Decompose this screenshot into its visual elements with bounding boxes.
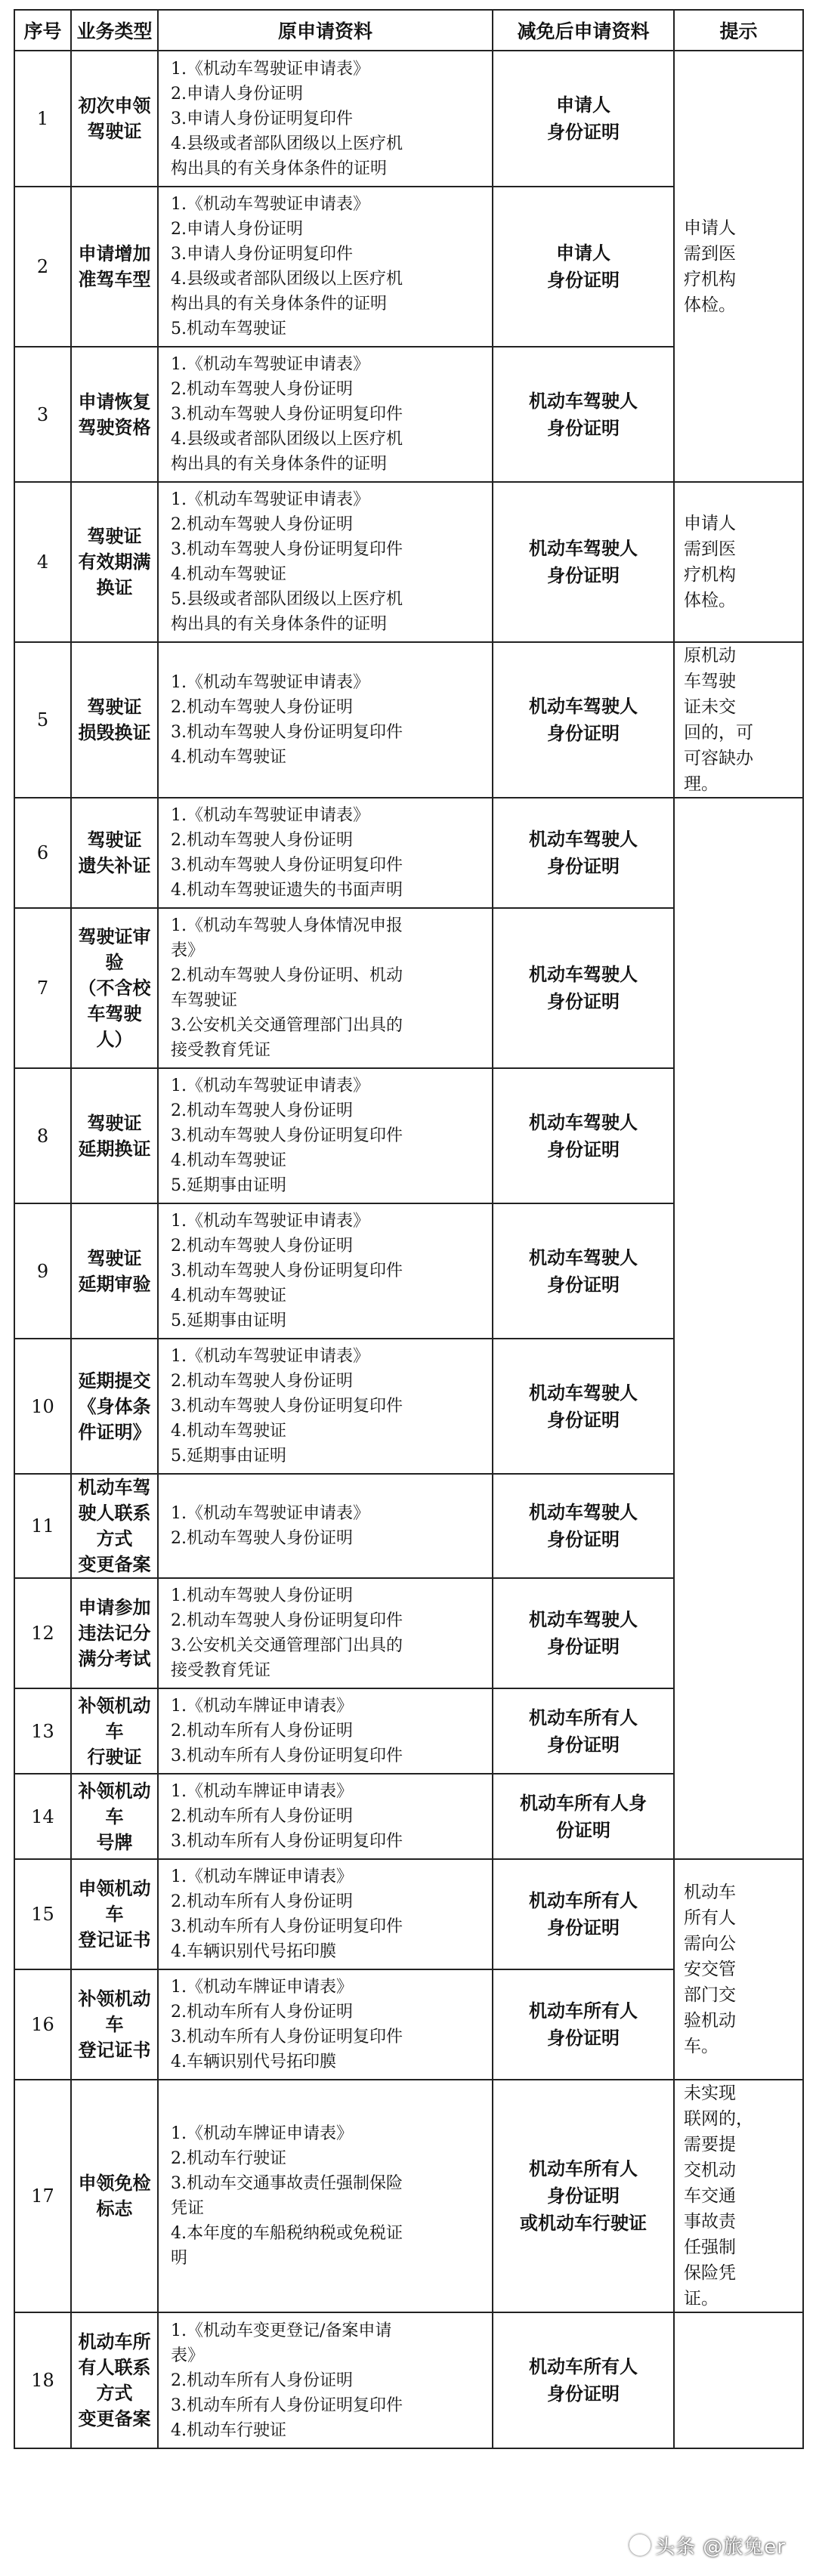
material-item: 5.县级或者部队团级以上医疗机 [171,590,403,609]
reduced-material-line: 机动车驾驶人 [529,1382,638,1404]
material-item: 2.申请人身份证明 [171,84,303,103]
cell-business-type [71,1969,158,2080]
cell-original-materials [158,798,493,908]
material-item: 1.《机动车牌证申请表》 [171,1782,353,1801]
cell-seq: 3 [14,347,71,482]
cell-reduced-materials [493,347,674,482]
reduced-material-line: 身份证明 [547,1734,620,1756]
material-item: 2.机动车行驶证 [171,2149,286,2168]
watermark [629,2531,786,2559]
reduced-material-line: 身份证明 [547,2185,620,2207]
business-type-line: 登记证书 [78,1929,151,1951]
material-item: 4.机动车行驶证 [171,2420,286,2440]
cell-seq: 8 [14,1068,71,1203]
material-item: 4.机动车驾驶证 [171,1286,286,1305]
material-item: 3.机动车驾驶人身份证明复印件 [171,1126,403,1145]
business-type-line: 补领机动 [78,1694,151,1716]
business-type-line: 准驾车型 [78,269,151,290]
table-row [14,642,803,798]
cell-original-materials [158,1578,493,1688]
cell-seq: 17 [14,2080,71,2312]
material-item: 4.机动车驾驶证 [171,748,286,767]
reduced-material-line: 机动车驾驶人 [529,964,638,985]
reduced-material-line: 身份证明 [547,1529,620,1550]
material-item: 5.延期事由证明 [171,1176,286,1195]
reduced-material-line: 机动车驾驶人 [529,829,638,850]
cell-reduced-materials [493,187,674,347]
cell-tip [674,798,803,1859]
business-type-line: 申请参加 [78,1597,151,1618]
cell-business-type [71,1578,158,1688]
header-business-type: 业务类型 [71,10,158,51]
business-type-line: 验 [105,952,124,973]
business-type-line: 延期换证 [78,1138,151,1160]
business-type-line: 方式 [96,1528,133,1549]
tip-line: 可容缺办 [684,749,753,768]
cell-seq: 14 [14,1774,71,1859]
table-row [14,51,803,187]
business-type-line: 驾驶证 [87,1247,142,1269]
material-item: 2.机动车驾驶人身份证明 [171,1372,353,1391]
header-reduced-materials: 减免后申请资料 [493,10,674,51]
business-type-line: 车 [105,2014,124,2035]
tip-line: 交机动 [684,2161,736,2180]
tip-line: 体检。 [684,591,736,610]
reduced-material-line: 机动车所有人 [529,1890,638,1911]
business-type-line: 驾驶证 [87,697,142,718]
tip-line: 验机动 [684,2011,736,2031]
cell-seq: 12 [14,1578,71,1688]
reduced-material-line: 申请人 [556,94,610,116]
reduced-material-line: 身份证明 [547,2028,620,2049]
reduced-material-line: 机动车所有人 [529,2356,638,2377]
reduced-material-line: 身份证明 [547,723,620,744]
material-item: 4.县级或者部队团级以上医疗机 [171,270,403,289]
tip-line: 理。 [684,774,719,794]
material-item: 2.机动车驾驶人身份证明 [171,831,353,850]
business-type-line: 换证 [96,577,133,598]
cell-seq: 10 [14,1339,71,1474]
business-type-line: 驾驶证 [87,1112,142,1134]
cell-reduced-materials [493,1859,674,1969]
cell-reduced-materials [493,1474,674,1578]
document-sheet [14,9,802,2562]
cell-seq: 16 [14,1969,71,2080]
cell-business-type [71,1339,158,1474]
business-type-line: 申领免检 [78,2173,151,2194]
cell-reduced-materials [493,1203,674,1339]
business-type-line: 方式 [96,2383,133,2404]
cell-seq: 5 [14,642,71,798]
tip-line: 车驾驶 [684,672,736,691]
material-item: 1.《机动车变更登记/备案申请 [171,2321,392,2340]
material-item: 1.《机动车驾驶证申请表》 [171,355,369,374]
material-item: 构出具的有关身体条件的证明 [171,615,388,634]
material-item: 3.机动车所有人身份证明复印件 [171,2395,403,2415]
cell-business-type [71,1474,158,1578]
material-item: 1.《机动车驾驶证申请表》 [171,59,369,79]
cell-business-type [71,347,158,482]
material-item: 构出具的有关身体条件的证明 [171,159,388,178]
tip-line: 需到医 [684,539,736,559]
tip-line: 所有人 [684,1908,736,1928]
tip-line: 保险凭 [684,2263,736,2283]
cell-seq: 4 [14,482,71,642]
table-body [14,51,803,2448]
tip-line: 联网的， [684,2109,753,2129]
table-row [14,798,803,908]
business-type-line: 延期审验 [78,1273,151,1295]
business-type-line: 驾驶证 [87,829,142,851]
material-item: 4.县级或者部队团级以上医疗机 [171,430,403,449]
material-item: 1.《机动车驾驶证申请表》 [171,490,369,509]
material-item: 3.公安机关交通管理部门出具的 [171,1636,403,1655]
tip-line: 需要提 [684,2135,736,2154]
material-item: 表》 [171,941,205,960]
material-item: 4.机动车驾驶证 [171,1422,286,1441]
material-item: 1.《机动车驾驶证申请表》 [171,806,369,825]
business-type-line: 机动车所 [78,2331,151,2352]
header-seq: 序号 [14,10,71,51]
material-item: 2.机动车驾驶人身份证明、机动 [171,966,403,985]
reduced-material-line: 机动车驾驶人 [529,1111,638,1133]
material-item: 1.《机动车驾驶证申请表》 [171,673,369,692]
tip-line: 原机动 [684,646,736,666]
reduced-material-line: 身份证明 [547,1274,620,1296]
platform-logo-icon [629,2534,651,2556]
material-item: 2.机动车所有人身份证明 [171,2003,353,2022]
business-type-line: 《身体条 [78,1395,151,1417]
cell-reduced-materials [493,2080,674,2312]
cell-reduced-materials [493,1774,674,1859]
cell-original-materials [158,51,493,187]
material-item: 3.机动车所有人身份证明复印件 [171,1917,403,1936]
material-item: 3.机动车交通事故责任强制保险 [171,2174,403,2193]
reduced-material-line: 机动车所有人身 [520,1792,647,1814]
material-item: 3.机动车驾驶人身份证明复印件 [171,540,403,559]
cell-business-type [71,482,158,642]
material-item: 3.机动车所有人身份证明复印件 [171,1747,403,1765]
material-item: 5.延期事由证明 [171,1311,286,1330]
cell-original-materials [158,187,493,347]
business-type-line: 损毁换证 [78,722,151,743]
material-item: 2.机动车驾驶人身份证明 [171,1101,353,1120]
tip-line: 车。 [684,2037,719,2056]
material-item: 3.机动车驾驶人身份证明复印件 [171,856,403,875]
material-item: 3.机动车驾驶人身份证明复印件 [171,723,403,742]
material-item: 2.机动车驾驶人身份证明 [171,1237,353,1256]
reduced-material-line: 机动车驾驶人 [529,696,638,717]
material-item: 3.申请人身份证明复印件 [171,245,353,264]
material-item: 1.《机动车牌证申请表》 [171,1867,353,1886]
cell-reduced-materials [493,642,674,798]
reduced-material-line: 份证明 [556,1819,610,1841]
business-type-line: 驾驶证审 [78,926,151,947]
material-item: 5.机动车驾驶证 [171,320,286,338]
cell-original-materials [158,1969,493,2080]
business-type-line: 标志 [96,2198,133,2219]
reduced-material-line: 或机动车行驶证 [520,2213,647,2234]
watermark-text: 头条 @旅兔er [655,2536,786,2559]
reduced-material-line: 机动车所有人 [529,2158,638,2179]
material-item: 3.申请人身份证明复印件 [171,109,353,128]
material-item: 构出具的有关身体条件的证明 [171,455,388,474]
cell-tip [674,2312,803,2448]
material-item: 明 [171,2249,188,2268]
cell-original-materials [158,1859,493,1969]
business-type-line: 车 [105,1904,124,1925]
material-item: 2.机动车驾驶人身份证明 [171,380,353,399]
tip-line: 回的，可 [684,723,753,743]
tip-line: 任强制 [684,2238,736,2257]
tip-line: 申请人 [684,218,736,238]
business-type-line: 行驶证 [87,1746,142,1768]
material-item: 4.车辆识别代号拓印膜 [171,2052,336,2071]
cell-original-materials [158,642,493,798]
cell-reduced-materials [493,1969,674,2080]
business-type-line: 有效期满 [78,551,151,573]
reduced-material-line: 机动车驾驶人 [529,1246,638,1268]
material-item: 4.机动车驾驶证 [171,565,286,584]
material-item: 1.《机动车牌证申请表》 [171,2124,353,2143]
business-type-line: 有人联系 [78,2357,151,2378]
reduced-material-line: 身份证明 [547,565,620,586]
cell-original-materials [158,482,493,642]
cell-seq: 6 [14,798,71,908]
tip-line: 证未交 [684,697,736,717]
business-type-line: 驾驶证 [87,121,142,142]
material-item: 2.机动车驾驶人身份证明 [171,698,353,717]
table-header-row [14,10,803,51]
business-type-line: 变更备案 [78,2408,151,2429]
material-item: 2.机动车所有人身份证明 [171,1892,353,1911]
material-item: 4.机动车驾驶证 [171,1151,286,1170]
business-type-line: 变更备案 [78,1554,151,1575]
material-item: 3.机动车所有人身份证明复印件 [171,2028,403,2046]
tip-line: 机动车 [684,1883,736,1902]
material-item: 1.《机动车驾驶证申请表》 [171,1347,369,1366]
cell-original-materials [158,1203,493,1339]
reduced-material-line: 机动车驾驶人 [529,1609,638,1630]
reduced-material-line: 机动车驾驶人 [529,390,638,412]
reduced-material-line: 身份证明 [547,122,620,143]
material-item: 1.《机动车驾驶证申请表》 [171,1076,369,1095]
cell-tip [674,51,803,482]
table-row [14,1859,803,1969]
business-type-line: 登记证书 [78,2040,151,2061]
business-type-line: 申请恢复 [78,391,151,412]
material-item: 2.机动车所有人身份证明 [171,1807,353,1826]
material-item: 3.公安机关交通管理部门出具的 [171,1016,403,1035]
cell-reduced-materials [493,908,674,1068]
material-item: 2.机动车驾驶人身份证明复印件 [171,1611,403,1630]
tip-line: 体检。 [684,295,736,315]
cell-business-type [71,642,158,798]
business-type-line: 初次申领 [78,95,151,116]
business-type-line: 违法记分 [78,1623,151,1644]
business-type-line: 件证明》 [78,1421,151,1443]
tip-line: 未实现 [684,2083,736,2103]
business-type-line: 延期提交 [78,1370,151,1391]
cell-original-materials [158,908,493,1068]
reduced-material-line: 身份证明 [547,991,620,1012]
reduced-material-line: 机动车驾驶人 [529,538,638,559]
cell-business-type [71,798,158,908]
business-type-line: 车 [105,1720,124,1742]
cell-seq: 2 [14,187,71,347]
table-row [14,2312,803,2448]
cell-business-type [71,1688,158,1774]
material-item: 3.机动车驾驶人身份证明复印件 [171,1397,403,1416]
material-item: 接受教育凭证 [171,1661,271,1680]
material-item: 2.申请人身份证明 [171,220,303,239]
tip-line: 证。 [684,2289,719,2309]
reduced-material-line: 申请人 [556,242,610,264]
material-item: 2.机动车所有人身份证明 [171,2371,353,2390]
tip-line: 车交通 [684,2186,736,2206]
table-row [14,2080,803,2312]
material-item: 4.县级或者部队团级以上医疗机 [171,134,403,153]
cell-business-type [71,908,158,1068]
material-item: 5.延期事由证明 [171,1447,286,1466]
material-item: 3.机动车驾驶人身份证明复印件 [171,1262,403,1280]
tip-line: 需向公 [684,1934,736,1954]
material-item: 接受教育凭证 [171,1041,271,1060]
business-type-line: 驾驶证 [87,526,142,547]
reduced-material-line: 身份证明 [547,270,620,291]
business-type-line: 申请增加 [78,243,151,264]
reduced-material-line: 身份证明 [547,1409,620,1431]
cell-original-materials [158,1774,493,1859]
tip-line: 疗机构 [684,269,736,289]
reduced-material-line: 机动车所有人 [529,2000,638,2022]
cell-original-materials [158,347,493,482]
table-row [14,482,803,642]
material-item: 1.《机动车驾驶人身体情况申报 [171,916,403,935]
reduced-material-line: 机动车所有人 [529,1707,638,1728]
cell-tip [674,2080,803,2312]
cell-original-materials [158,1688,493,1774]
cell-reduced-materials [493,1578,674,1688]
business-type-line: 满分考试 [78,1648,151,1669]
cell-seq: 7 [14,908,71,1068]
cell-business-type [71,2312,158,2448]
cell-original-materials [158,1339,493,1474]
reduced-material-line: 身份证明 [547,1917,620,1938]
material-item: 构出具的有关身体条件的证明 [171,295,388,314]
material-item: 1.《机动车牌证申请表》 [171,1697,353,1716]
material-item: 2.机动车所有人身份证明 [171,1722,353,1740]
reduced-material-line: 身份证明 [547,1138,620,1160]
cell-business-type [71,1203,158,1339]
material-item: 凭证 [171,2199,205,2218]
reduced-material-line: 身份证明 [547,2383,620,2405]
cell-seq: 1 [14,51,71,187]
cell-seq: 18 [14,2312,71,2448]
header-original-materials: 原申请资料 [158,10,493,51]
cell-business-type [71,187,158,347]
material-item: 3.机动车所有人身份证明复印件 [171,1832,403,1851]
tip-line: 申请人 [684,514,736,533]
cell-seq: 15 [14,1859,71,1969]
cell-reduced-materials [493,1688,674,1774]
business-type-line: 申领机动 [78,1878,151,1899]
tip-line: 安交管 [684,1960,736,1979]
material-item: 1.《机动车驾驶证申请表》 [171,1212,369,1231]
business-type-line: 补领机动 [78,1780,151,1802]
material-item: 1.《机动车驾驶证申请表》 [171,195,369,214]
business-type-line: 机动车驾 [78,1477,151,1498]
material-item: 4.本年度的车船税纳税或免税证 [171,2224,403,2243]
cell-reduced-materials [493,51,674,187]
cell-reduced-materials [493,1068,674,1203]
business-type-line: 驶人联系 [78,1503,151,1524]
cell-original-materials [158,1068,493,1203]
cell-business-type [71,1774,158,1859]
cell-reduced-materials [493,1339,674,1474]
cell-business-type [71,1068,158,1203]
tip-line: 部门交 [684,1985,736,2005]
material-item: 3.机动车驾驶人身份证明复印件 [171,405,403,424]
cell-seq: 13 [14,1688,71,1774]
tip-line: 需到医 [684,243,736,264]
business-type-line: 车 [105,1805,124,1827]
cell-original-materials [158,2080,493,2312]
cell-original-materials [158,2312,493,2448]
business-type-line: 号牌 [96,1831,133,1853]
cell-original-materials [158,1474,493,1578]
cell-reduced-materials [493,2312,674,2448]
material-item: 4.车辆识别代号拓印膜 [171,1942,336,1961]
business-type-line: （不含校 [78,978,151,999]
cell-tip [674,482,803,642]
business-type-line: 遗失补证 [78,855,151,876]
cell-seq: 11 [14,1474,71,1578]
tip-line: 事故责 [684,2212,736,2232]
material-item: 2.机动车驾驶人身份证明 [171,1529,353,1548]
material-item: 1.《机动车驾驶证申请表》 [171,1504,369,1523]
business-type-line: 补领机动 [78,1988,151,2009]
cell-tip [674,1859,803,2080]
reduced-material-line: 身份证明 [547,1636,620,1657]
tip-line: 疗机构 [684,565,736,585]
reduced-material-line: 身份证明 [547,417,620,439]
material-item: 4.机动车驾驶证遗失的书面声明 [171,881,403,900]
business-type-line: 驾驶资格 [78,416,151,438]
cell-reduced-materials [493,482,674,642]
cell-seq: 9 [14,1203,71,1339]
material-item: 1.机动车驾驶人身份证明 [171,1586,353,1605]
cell-business-type [71,51,158,187]
material-item: 1.《机动车牌证申请表》 [171,1978,353,1997]
reduced-material-line: 机动车驾驶人 [529,1502,638,1523]
material-item: 表》 [171,2346,205,2365]
requirements-table [14,9,804,2449]
business-type-line: 车驾驶 [87,1003,142,1024]
business-type-line: 人） [96,1029,133,1050]
cell-tip [674,642,803,798]
header-tips: 提示 [674,10,803,51]
material-item: 2.机动车驾驶人身份证明 [171,515,353,534]
cell-business-type [71,1859,158,1969]
cell-reduced-materials [493,798,674,908]
material-item: 车驾驶证 [171,991,238,1010]
cell-business-type [71,2080,158,2312]
reduced-material-line: 身份证明 [547,856,620,877]
